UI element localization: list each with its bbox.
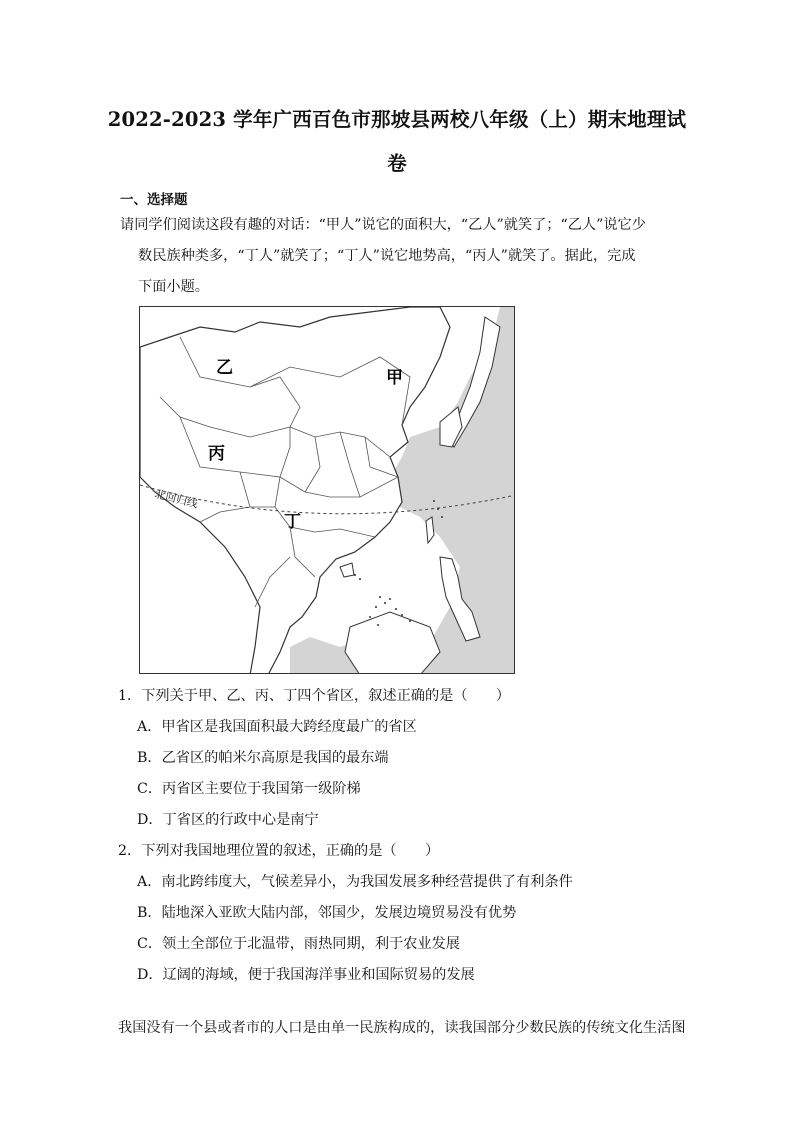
question-2-option-b: B．陆地深入亚欧大陆内部，邻国少，发展边境贸易没有优势 xyxy=(137,905,517,921)
china-province-map xyxy=(139,306,515,674)
label-bing: 丙 xyxy=(208,444,225,464)
exam-title xyxy=(100,98,694,186)
question-1-option-a: A．甲省区是我国面积最大跨经度最广的省区 xyxy=(137,719,417,735)
hainan-island xyxy=(340,563,354,577)
question-2-option-d: D．辽阔的海域，便于我国海洋事业和国际贸易的发展 xyxy=(137,967,475,983)
question-1-stem: 1．下列关于甲、乙、丙、丁四个省区，叙述正确的是（ ） xyxy=(118,688,511,704)
intro-line-3: 下面小题。 xyxy=(138,279,209,295)
tropic-label: 北回归线 xyxy=(153,487,200,511)
question-1-option-d: D．丁省区的行政中心是南宁 xyxy=(137,812,319,828)
map-graphic xyxy=(140,307,515,674)
label-ding: 丁 xyxy=(284,512,301,532)
question-1-option-c: C．丙省区主要位于我国第一级阶梯 xyxy=(137,781,361,797)
intro-paragraph xyxy=(120,210,676,303)
label-yi: 乙 xyxy=(216,358,233,378)
taiwan-island xyxy=(426,517,434,543)
title-line-1: 2022-2023 学年广西百色市那坡县两校八年级（上）期末地理试 xyxy=(107,108,687,131)
intro-line-2: 数民族种类多，“丁人”就笑了；“丁人”说它地势高，“丙人”就笑了。据此，完成 xyxy=(138,248,636,264)
title-line-2: 卷 xyxy=(387,152,407,175)
question-1-option-b: B．乙省区的帕米尔高原是我国的最东端 xyxy=(137,750,389,766)
label-jia: 甲 xyxy=(386,368,403,388)
question-2-option-c: C．领土全部位于北温带，雨热同期，利于农业发展 xyxy=(137,936,460,952)
intro-line-1: 请同学们阅读这段有趣的对话：“甲人”说它的面积大，“乙人”就笑了；“乙人”说它少 xyxy=(120,217,646,233)
section-heading: 一、选择题 xyxy=(120,192,188,208)
question-2-option-a: A．南北跨纬度大，气候差异小，为我国发展多种经营提供了有利条件 xyxy=(137,874,573,890)
borneo-island xyxy=(345,612,440,674)
next-question-intro: 我国没有一个县或者市的人口是由单一民族构成的，读我国部分少数民族的传统文化生活图 xyxy=(118,1020,686,1036)
question-2-stem: 2．下列对我国地理位置的叙述，正确的是（ ） xyxy=(118,843,440,859)
